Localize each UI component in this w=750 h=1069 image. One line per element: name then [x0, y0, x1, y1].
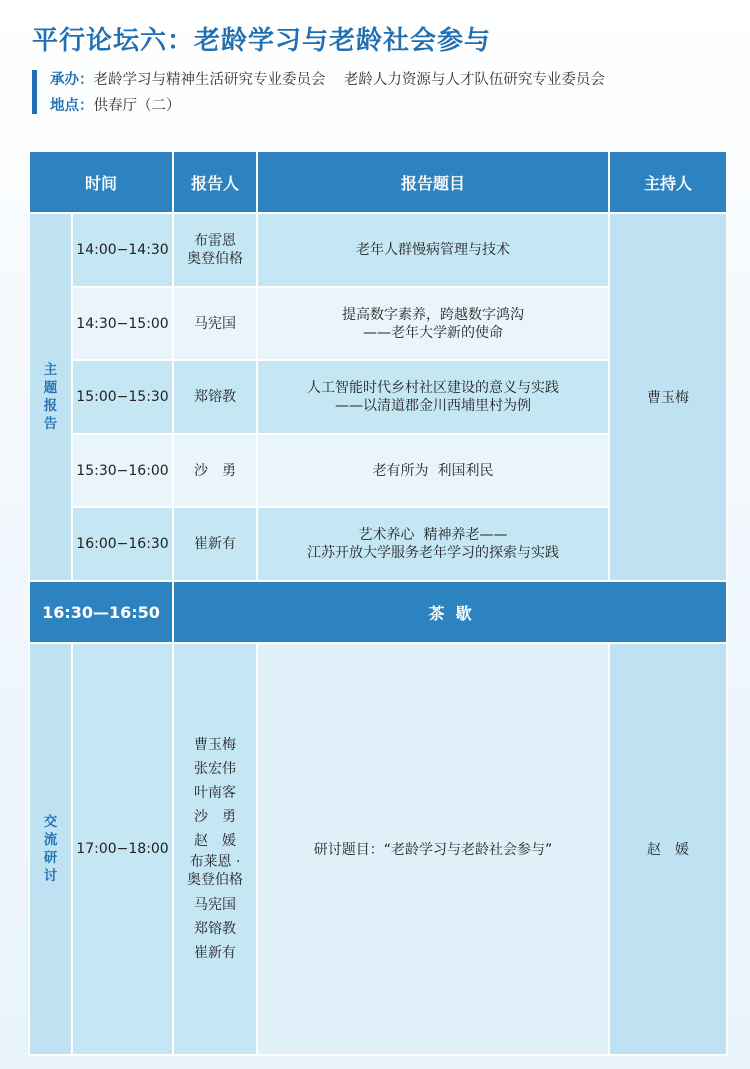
topic-line: 人工智能时代乡村社区建设的意义与实践 — [307, 380, 560, 396]
header-host: 主持人 — [609, 151, 727, 213]
location-label: 地点： — [50, 98, 94, 114]
speaker-name: 曹玉梅 — [194, 737, 237, 753]
speaker-name: 崔新有 — [194, 945, 237, 961]
location-text: 供春厅（二） — [93, 98, 181, 114]
table-row — [29, 213, 727, 287]
schedule-table — [28, 150, 728, 1056]
time-cell: 14:00−14:30 — [72, 213, 173, 287]
category-cell — [29, 213, 72, 581]
speaker-name: 奥登伯格 — [187, 251, 244, 267]
speaker-name: 叶南客 — [194, 785, 237, 801]
time-cell: 15:30−16:00 — [72, 434, 173, 507]
speaker-name: 奥登伯格 — [187, 872, 244, 888]
page-title: 平行论坛六：老龄学习与老龄社会参与 — [32, 26, 492, 56]
speaker-name: 郑镕教 — [194, 389, 237, 405]
topic-line: 艺术养心 精神养老—— — [358, 527, 508, 543]
discussion-topic: 研讨题目：“老龄学习与老龄社会参与” — [257, 643, 609, 1055]
time-cell: 14:30−15:00 — [72, 287, 173, 360]
header-topic: 报告题目 — [257, 151, 609, 213]
speaker-name: 布雷恩 — [194, 233, 237, 249]
time-cell: 15:00−15:30 — [72, 360, 173, 434]
topic-cell — [257, 434, 609, 507]
time-cell: 16:00−16:30 — [72, 507, 173, 581]
topic-line: 提高数字素养，跨越数字鸿沟 — [342, 306, 525, 323]
speaker-name: 马宪国 — [194, 315, 237, 332]
time-cell: 17:00−18:00 — [72, 643, 173, 1055]
header-speaker: 报告人 — [173, 151, 257, 213]
break-time: 16:30—16:50 — [29, 581, 173, 643]
speaker-cell — [173, 507, 257, 581]
accent-bar — [32, 70, 37, 114]
topic-line: 江苏开放大学服务老年学习的探索与实践 — [307, 545, 560, 561]
speaker-name: 崔新有 — [194, 536, 237, 552]
host-cell: 曹玉梅 — [609, 213, 727, 581]
discussion-row — [29, 643, 727, 1055]
speaker-name: 张宏伟 — [194, 761, 237, 777]
header-time: 时间 — [29, 151, 173, 213]
organizer-label: 承办： — [50, 72, 94, 88]
speaker-name: 马宪国 — [194, 897, 237, 913]
topic-cell — [257, 287, 609, 360]
host-cell: 赵 媛 — [609, 643, 727, 1055]
location-line — [50, 94, 181, 115]
speaker-cell — [173, 213, 257, 287]
topic-cell — [257, 213, 609, 287]
speaker-name: 郑镕教 — [194, 921, 237, 937]
topic-cell — [257, 507, 609, 581]
category-label: 主题报告 — [43, 362, 58, 432]
speaker-name: 沙 勇 — [194, 809, 237, 825]
topic-line: ——老年大学新的使命 — [363, 324, 504, 341]
organizer-text: 老龄学习与精神生活研究专业委员会 老龄人力资源与人才队伍研究专业委员会 — [93, 72, 605, 88]
speaker-cell — [173, 360, 257, 434]
speaker-list — [173, 643, 257, 1055]
break-row — [29, 581, 727, 643]
speaker-name: 沙 勇 — [194, 462, 237, 479]
topic-line: 老年人群慢病管理与技术 — [356, 242, 511, 258]
header-row — [29, 151, 727, 213]
speaker-cell — [173, 287, 257, 360]
speaker-name: 赵 媛 — [194, 833, 237, 849]
break-label: 茶 歇 — [173, 581, 727, 643]
topic-line: 老有所为 利国利民 — [372, 462, 494, 479]
organizer-line — [50, 68, 605, 89]
topic-cell — [257, 360, 609, 434]
category-label: 交流研讨 — [43, 814, 58, 884]
speaker-cell — [173, 434, 257, 507]
topic-line: ——以清道郡金川西埔里村为例 — [335, 398, 532, 414]
speaker-name: 布莱恩 · — [189, 854, 241, 870]
category-cell — [29, 643, 72, 1055]
